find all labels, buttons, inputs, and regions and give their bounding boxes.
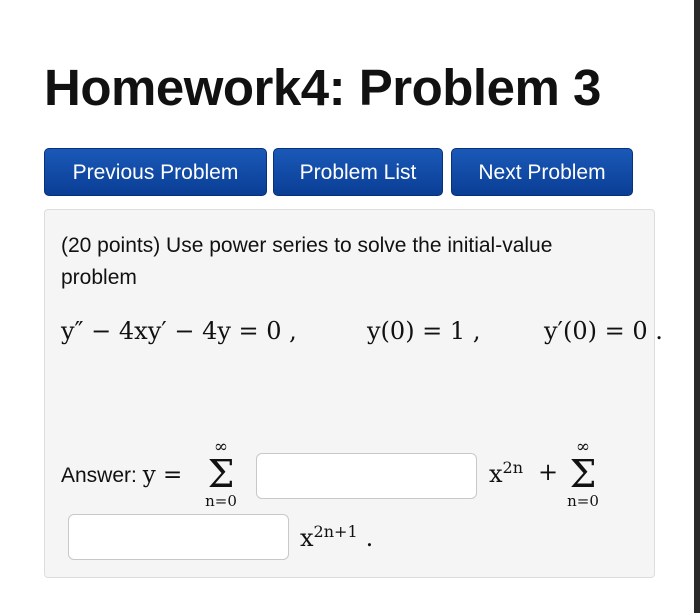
term-odd-base: x — [300, 524, 314, 552]
next-problem-button[interactable]: Next Problem — [451, 148, 633, 196]
answer-label-text: Answer: — [61, 464, 137, 487]
initial-condition-y: y(0) = 1 , — [367, 317, 481, 345]
problem-statement: (20 points) Use power series to solve the initial-value problem — [61, 234, 553, 289]
term-even-exponent: 2n — [502, 458, 524, 477]
problem-panel — [44, 209, 663, 578]
summation-2 — [561, 438, 605, 510]
term-even-power — [489, 458, 523, 488]
previous-problem-button[interactable]: Previous Problem — [44, 148, 267, 196]
coefficient-odd-input[interactable] — [68, 514, 289, 560]
window-edge — [694, 0, 700, 613]
differential-equation: y″ − 4xy′ − 4y = 0 , — [61, 317, 297, 345]
summation-1 — [199, 438, 243, 510]
summation-1-lower: n=0 — [205, 492, 237, 510]
summation-2-lower: n=0 — [567, 492, 599, 510]
problem-list-button[interactable]: Problem List — [273, 148, 443, 196]
initial-condition-y-prime: y′(0) = 0 . — [544, 317, 663, 345]
coefficient-even-input[interactable] — [256, 453, 477, 499]
page-title: Homework4: Problem 3 — [44, 59, 601, 116]
summation-2-upper: ∞ — [575, 437, 591, 457]
summation-2-sigma: Σ — [569, 452, 597, 496]
final-period: . — [365, 524, 374, 552]
term-odd-power — [300, 522, 373, 552]
summation-1-upper: ∞ — [213, 437, 229, 457]
summation-1-sigma: Σ — [207, 452, 235, 496]
plus-sign: + — [538, 458, 559, 486]
term-odd-exponent: 2n+1 — [313, 522, 358, 541]
answer-lhs: y = — [142, 462, 183, 488]
term-even-base: x — [489, 460, 503, 488]
answer-label — [61, 462, 182, 488]
